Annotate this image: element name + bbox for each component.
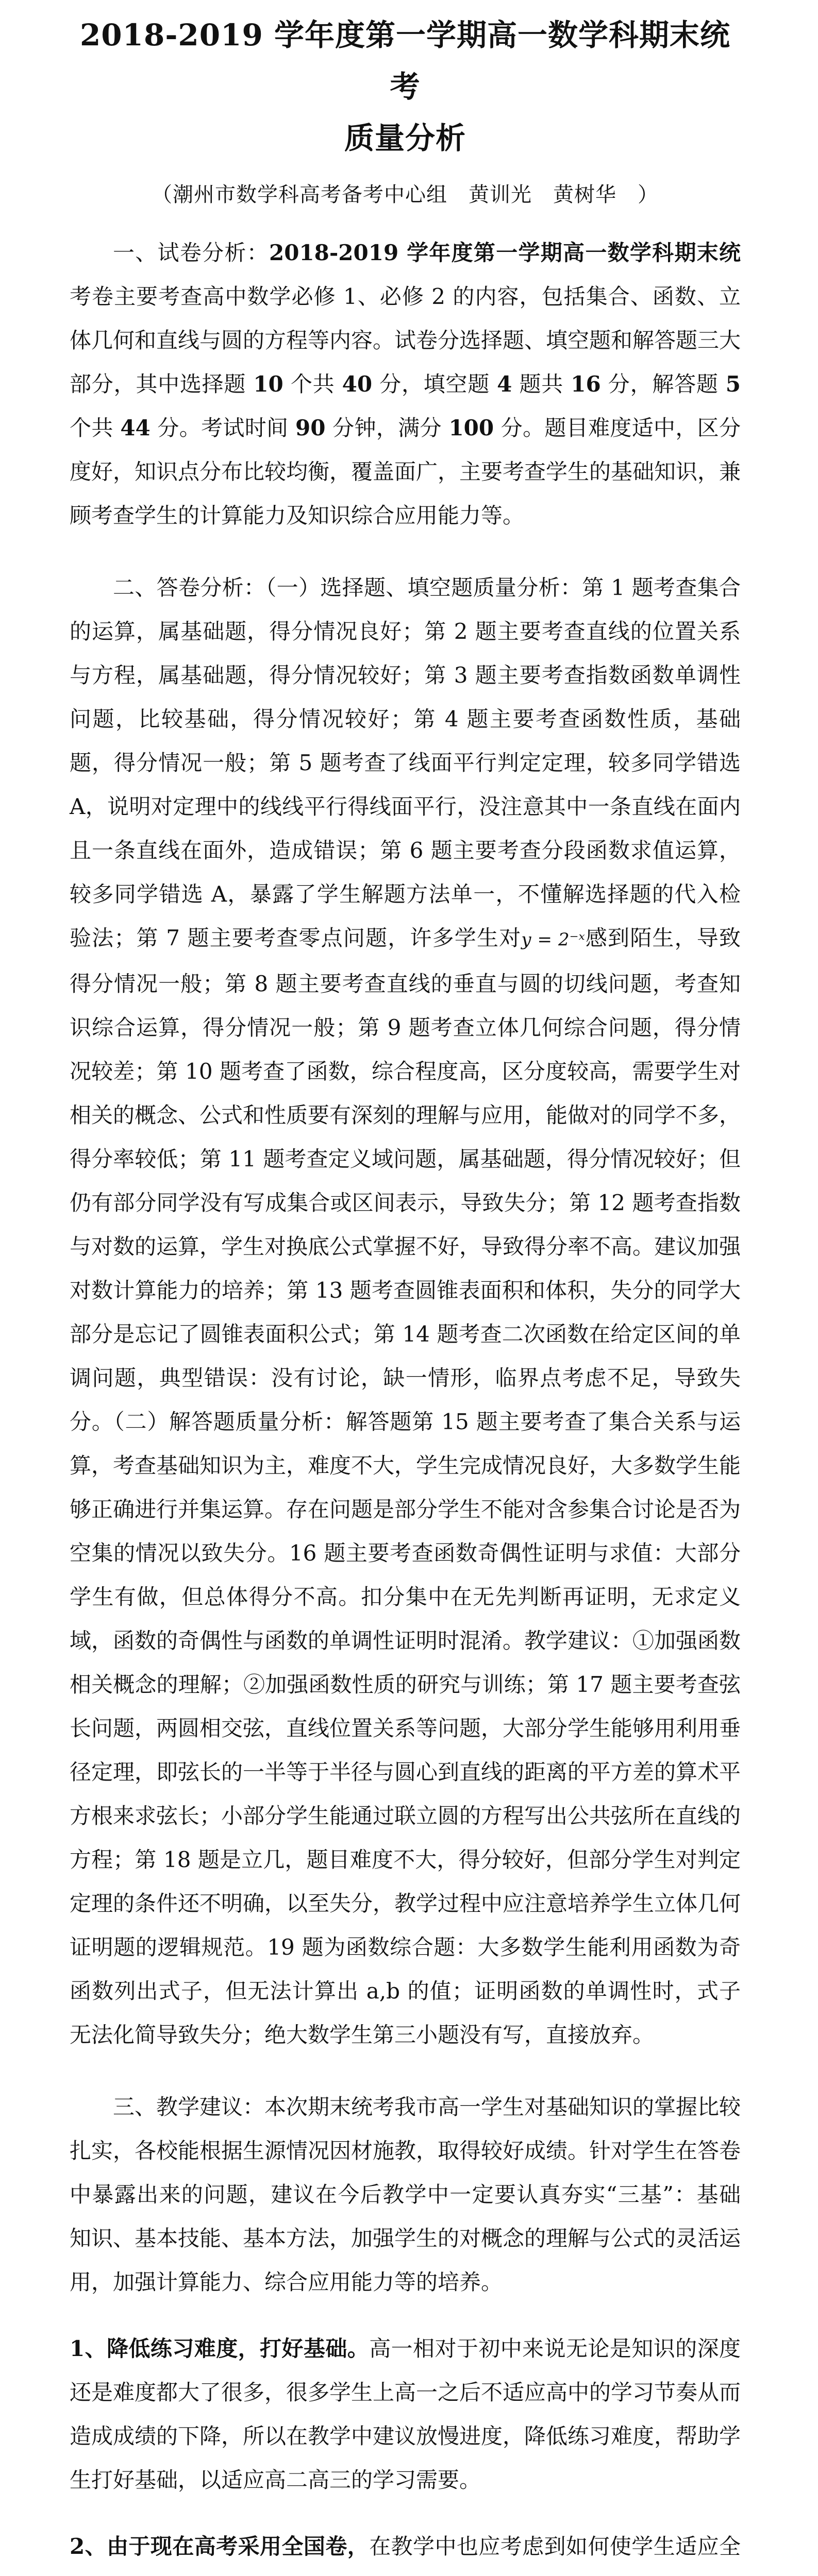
spacer [70, 2304, 741, 2327]
title-line-1: 2018-2019 学年度第一学期高一数学科期末统考 [79, 18, 731, 104]
suggestion-1-heading: 1、降低练习难度，打好基础。 [70, 2336, 370, 2361]
document-title [70, 9, 741, 164]
suggestion-2-body: 在教学中也应考虑到如何使学生适应全 [369, 2534, 741, 2559]
section-1-text-d: 题共 [512, 371, 571, 397]
suggestion-2 [70, 2524, 741, 2576]
section-teaching-suggestions: 三、教学建议：本次期末统考我市高一学生对基础知识的掌握比较扎实，各校能根据生源情况因材施教，取得较好成绩。针对学生在答卷中暴露出来的问题，建议在今后教学中一定要认真夯实“三基”：基础知识、基本技能、基本方法，加强学生的对概念的理解与公式的灵活运用，加强计算能力、综合应用能力等的培养。 [70, 2094, 741, 2295]
suggestion-1 [70, 2327, 741, 2502]
count-fill-questions: 4 [497, 371, 512, 397]
title-line-2: 质量分析 [344, 121, 466, 156]
count-answer-questions: 5 [725, 371, 741, 397]
section-1-text-h: 分钟，满分 [325, 415, 449, 440]
score-answer-questions: 44 [120, 415, 151, 440]
score-fill-questions: 16 [571, 371, 601, 397]
section-1-bold-intro: 2018-2019 学年度第一学期高一数学科期末统 [269, 240, 741, 265]
spacer [70, 2057, 741, 2085]
exam-duration: 90 [295, 415, 326, 440]
section-2-text-b: 感到陌生，导致得分情况一般；第 8 题主要考查直线的垂直与圆的切线问题，考查知识综合运算，得分情况一般；第 9 题考查立体几何综合问题，得分情况较差；第 10 题考查了函数，综合程度高，区分度较高，需要学生对相关的概念、公式和性质要有深刻的理解与应用，能做对的同学不多，得分率较低；第 11 题考查定义域问题，属基础题，得分情况较好；但仍有部分同学没有写成集合或区间表示，导致失分；第 12 题考查指数与对数的运算，学生对换底公式掌握不好，导致得分率不高。建议加强对数计算能力的培养；第 13 题考查圆锥表面积和体积，失分的同学大部分是忘记了圆锥表面积公式；第 14 题考查二次函数在给定区间的单调问题，典型错误：没有讨论，缺一情形，临界点考虑不足，导致失分。（二）解答题质量分析：解答题第 15 题主要考查了集合关系与运算，考查基础知识为主，难度不大，学生完成情况良好，大多数学生能够正确进行并集运算。存在问题是部分学生不能对含参集合讨论是否为空集的情况以致失分。16 题主要考查函数奇偶性证明与求值：大部分学生有做，但总体得分不高。扣分集中在无先判断再证明，无求定义域，函数的奇偶性与函数的单调性证明时混淆。教学建议：①加强函数相关概念的理解；②加强函数性质的研究与训练；第 17 题主要考查弦长问题，两圆相交弦，直线位置关系等问题，大部分学生能够用利用垂径定理，即弦长的一半等于半径与圆心到直线的距离的平方差的算术平方根来求弦长；小部分学生能通过联立圆的方程写出公共弦所在直线的方程；第 18 题是立几，题目难度不大，得分较好，但部分学生对判定定理的条件还不明确，以至失分，教学过程中应注意培养学生立体几何证明题的逻辑规范。19 题为函数综合题：大多数学生能利用函数为奇函数列出式子，但无法计算出 a,b 的值；证明函数的单调性时，式子无法化简导致失分；绝大数学生第三小题没有写，直接放弃。 [70, 925, 741, 2047]
section-paper-analysis [70, 231, 741, 537]
suggestion-2-heading: 2、由于现在高考采用全国卷， [70, 2534, 370, 2559]
spacer [70, 537, 741, 566]
section-2-text-a: 二、答卷分析：（一）选择题、填空题质量分析：第 1 题考查集合的运算，属基础题，得分情况良好；第 2 题主要考查直线的位置关系与方程，属基础题，得分情况较好；第 3 题主要考查指数函数单调性问题，比较基础，得分情况较好；第 4 题主要考查函数性质，基础题，得分情况一般；第 5 题考查了线面平行判定定理，较多同学错选 A，说明对定理中的线线平行得线面平行，没注意其中一条直线在面内且一条直线在面外，造成错误；第 6 题主要考查分段函数求值运算，较多同学错选 A，暴露了学生解题方法单一，不懂解选择题的代入检验法；第 7 题主要考查零点问题，许多学生对 [70, 575, 741, 951]
authors-line: （潮州市数学科高考备考中心组 黄训光 黄树华 ） [152, 183, 659, 207]
section-answer-analysis [70, 566, 741, 2057]
section-1-text-g: 分。考试时间 [150, 415, 296, 440]
section-1-text-e: 分，解答题 [600, 371, 726, 397]
section-1-text-f: 个共 [70, 415, 121, 440]
section-1-lead: 一、试卷分析： [113, 240, 269, 265]
spacer [70, 2502, 741, 2524]
section-1-text-a: 考卷主要考查高中数学必修 1、必修 2 的内容，包括集合、函数、立体几何和直线与圆的方程等内容。试卷分选择题、填空题和解答题三大部分，其中选择题 [70, 284, 741, 397]
suggestion-1-body: 高一相对于初中来说无论是知识的深度还是难度都大了很多，很多学生上高一之后不适应高中的学习节奏从而造成成绩的下降，所以在教学中建议放慢进度，降低练习难度，帮助学生打好基础，以适应高二高三的学习需要。 [70, 2336, 741, 2493]
section-1-text-i: 分。题目难度适中，区分度好，知识点分布比较均衡，覆盖面广，主要考查学生的基础知识，兼顾考查学生的计算能力及知识综合应用能力等。 [70, 415, 741, 528]
full-score: 100 [448, 415, 494, 440]
score-choice-questions: 40 [342, 371, 373, 397]
math-expression: y = 2⁻ˣ [521, 929, 585, 950]
section-1-text-c: 分，填空题 [372, 371, 497, 397]
count-choice-questions: 10 [253, 371, 283, 397]
section-1-text-b: 个共 [283, 371, 342, 397]
